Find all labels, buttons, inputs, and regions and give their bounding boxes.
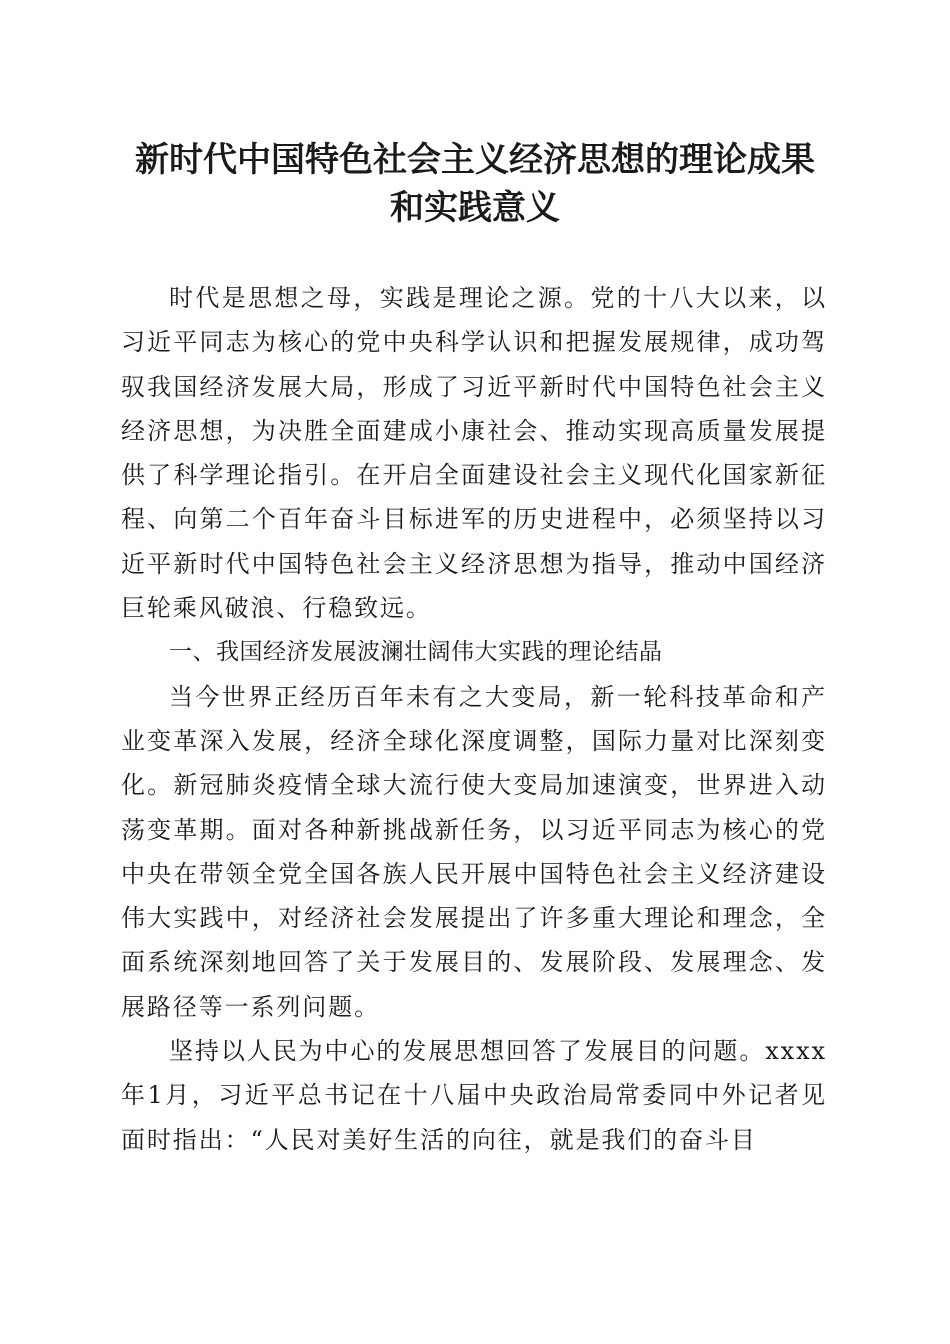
title-line-2: 和实践意义: [390, 188, 560, 228]
paragraph-world-change: 当今世界正经历百年未有之大变局，新一轮科技革命和产业变革深入发展，经济全球化深度调整，国际力量对比深刻变化。新冠肺炎疫情全球大流行使大变局加速演变，世界进入动荡变革期。面对各种新挑战新任务，以习近平同志为核心的党中央在带领全党全国各族人民开展中国特色社会主义经济建设伟大实践中，对经济社会发展提出了许多重大理论和理念，全面系统深刻地回答了关于发展目的、发展阶段、发展理念、发展路径等一系列问题。: [121, 682, 827, 1021]
paragraph-people-centered: 坚持以人民为中心的发展思想回答了发展目的问题。xxxx年1月，习近平总书记在十八届中央政治局常委同中外记者见面时指出：“人民对美好生活的向往，就是我们的奋斗目: [121, 1037, 827, 1154]
section-heading-1: 一、我国经济发展波澜壮阔伟大实践的理论结晶: [169, 639, 663, 666]
document-body: [121, 276, 827, 1162]
document-title: [100, 136, 850, 232]
paragraph-intro: 时代是思想之母，实践是理论之源。党的十八大以来，以习近平同志为核心的党中央科学认识和把握发展规律，成功驾驭我国经济发展大局，形成了习近平新时代中国特色社会主义经济思想，为决胜全面建成小康社会、推动实现高质量发展提供了科学理论指引。在开启全面建设社会主义现代化国家新征程、向第二个百年奋斗目标进军的历史进程中，必须坚持以习近平新时代中国特色社会主义经济思想为指导，推动中国经济巨轮乘风破浪、行稳致远。: [121, 284, 827, 623]
title-line-1: 新时代中国特色社会主义经济思想的理论成果: [135, 140, 815, 180]
